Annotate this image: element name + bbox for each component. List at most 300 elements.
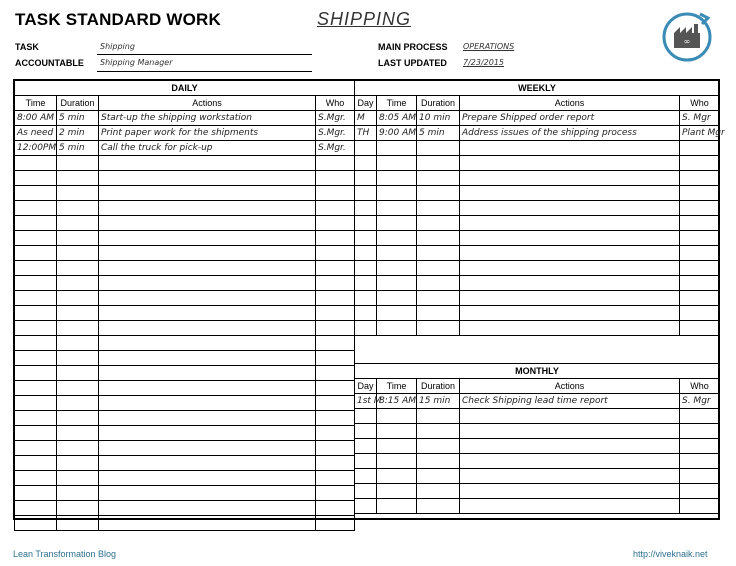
daily-cell[interactable] (57, 156, 99, 171)
daily-cell[interactable] (15, 501, 57, 516)
accountable-value: Shipping Manager (100, 58, 173, 67)
weekly-cell[interactable] (377, 261, 417, 276)
last-updated-label: LAST UPDATED (378, 58, 447, 68)
daily-cell[interactable] (15, 156, 57, 171)
daily-cell[interactable] (316, 291, 355, 306)
monthly-cell[interactable] (680, 454, 720, 469)
table-row (15, 336, 355, 351)
monthly-cell[interactable] (460, 409, 680, 424)
daily-cell[interactable]: 2 min (57, 126, 99, 141)
weekly-cell[interactable] (460, 201, 680, 216)
weekly-cell[interactable]: 8:05 AM (377, 111, 417, 126)
weekly-cell[interactable] (680, 261, 720, 276)
daily-cell[interactable]: S.Mgr. (316, 126, 355, 141)
daily-cell[interactable] (57, 261, 99, 276)
daily-cell[interactable] (316, 351, 355, 366)
weekly-cell[interactable] (417, 291, 460, 306)
daily-cell[interactable] (99, 351, 316, 366)
daily-cell[interactable] (57, 456, 99, 471)
daily-cell[interactable] (316, 426, 355, 441)
daily-cell[interactable] (57, 291, 99, 306)
daily-cell[interactable] (316, 186, 355, 201)
daily-cell[interactable] (316, 201, 355, 216)
weekly-cell[interactable] (377, 276, 417, 291)
weekly-col-who: Who (680, 96, 720, 111)
monthly-col-time: Time (377, 379, 417, 394)
monthly-cell[interactable] (417, 409, 460, 424)
weekly-cell[interactable] (355, 171, 377, 186)
daily-cell[interactable] (57, 231, 99, 246)
table-row (15, 516, 355, 531)
monthly-cell[interactable] (460, 439, 680, 454)
daily-cell[interactable] (15, 321, 57, 336)
footer-blog-name: Lean Transformation Blog (13, 549, 117, 559)
monthly-col-who: Who (680, 379, 720, 394)
monthly-table (354, 363, 720, 514)
weekly-cell[interactable] (355, 231, 377, 246)
table-row (15, 201, 355, 216)
monthly-cell[interactable]: 15 min (417, 394, 460, 409)
daily-cell[interactable] (316, 171, 355, 186)
table-row (355, 454, 720, 469)
weekly-cell[interactable] (680, 156, 720, 171)
daily-cell[interactable] (99, 291, 316, 306)
table-row (15, 111, 355, 126)
weekly-cell[interactable] (417, 261, 460, 276)
daily-col-time: Time (15, 96, 57, 111)
table-row (355, 201, 720, 216)
monthly-col-actions: Actions (460, 379, 680, 394)
table-row (15, 231, 355, 246)
daily-cell[interactable] (99, 411, 316, 426)
weekly-cell[interactable] (377, 291, 417, 306)
daily-cell[interactable] (99, 471, 316, 486)
daily-cell[interactable] (316, 486, 355, 501)
daily-cell[interactable] (57, 201, 99, 216)
daily-cell[interactable] (57, 216, 99, 231)
table-row (15, 171, 355, 186)
daily-cell[interactable]: 5 min (57, 111, 99, 126)
monthly-cell[interactable] (680, 409, 720, 424)
daily-cell[interactable] (316, 216, 355, 231)
daily-cell[interactable] (316, 501, 355, 516)
table-row (355, 484, 720, 499)
weekly-cell[interactable]: 10 min (417, 111, 460, 126)
daily-cell[interactable]: Start-up the shipping workstation (99, 111, 316, 126)
weekly-cell[interactable] (377, 246, 417, 261)
table-row (15, 141, 355, 156)
table-row (15, 471, 355, 486)
table-row (15, 321, 355, 336)
monthly-cell[interactable] (460, 469, 680, 484)
weekly-cell[interactable] (417, 186, 460, 201)
weekly-cell[interactable] (417, 321, 460, 336)
weekly-cell[interactable] (680, 321, 720, 336)
table-row (355, 424, 720, 439)
daily-cell[interactable] (99, 321, 316, 336)
weekly-cell[interactable] (355, 261, 377, 276)
weekly-cell[interactable] (680, 306, 720, 321)
monthly-col-duration: Duration (417, 379, 460, 394)
table-row (15, 381, 355, 396)
monthly-cell[interactable] (460, 454, 680, 469)
monthly-cell[interactable] (680, 499, 720, 514)
monthly-cell[interactable] (355, 469, 377, 484)
monthly-cell[interactable] (680, 484, 720, 499)
table-row (355, 439, 720, 454)
daily-cell[interactable] (15, 336, 57, 351)
weekly-cell[interactable] (377, 231, 417, 246)
daily-cell[interactable] (15, 231, 57, 246)
daily-cell[interactable] (99, 396, 316, 411)
weekly-cell[interactable] (680, 141, 720, 156)
weekly-table (354, 80, 725, 336)
weekly-cell[interactable]: Plant Mgr (680, 126, 720, 141)
task-underline (97, 54, 312, 55)
weekly-cell[interactable] (377, 216, 417, 231)
weekly-cell[interactable] (355, 156, 377, 171)
monthly-cell[interactable] (355, 439, 377, 454)
table-row (355, 231, 720, 246)
table-row (355, 499, 720, 514)
weekly-cell[interactable] (355, 141, 377, 156)
weekly-cell[interactable] (417, 201, 460, 216)
table-row (15, 186, 355, 201)
daily-cell[interactable] (15, 246, 57, 261)
weekly-cell[interactable] (355, 216, 377, 231)
daily-cell[interactable] (57, 366, 99, 381)
table-row (355, 186, 720, 201)
daily-cell[interactable] (316, 471, 355, 486)
daily-cell[interactable]: S.Mgr. (316, 141, 355, 156)
monthly-cell[interactable] (377, 439, 417, 454)
weekly-cell[interactable] (460, 276, 680, 291)
task-label: TASK (15, 42, 39, 52)
daily-cell[interactable]: 5 min (57, 141, 99, 156)
daily-cell[interactable] (15, 366, 57, 381)
table-row (15, 441, 355, 456)
daily-cell[interactable] (316, 156, 355, 171)
monthly-cell[interactable] (377, 409, 417, 424)
weekly-cell[interactable] (417, 216, 460, 231)
daily-cell[interactable] (57, 321, 99, 336)
monthly-col-day: Day (355, 379, 377, 394)
weekly-cell[interactable] (377, 186, 417, 201)
monthly-cell[interactable] (377, 499, 417, 514)
daily-cell[interactable] (15, 456, 57, 471)
monthly-cell[interactable] (377, 469, 417, 484)
daily-cell[interactable] (15, 381, 57, 396)
weekly-cell[interactable] (377, 171, 417, 186)
daily-cell[interactable] (15, 276, 57, 291)
weekly-cell[interactable] (417, 246, 460, 261)
daily-cell[interactable] (99, 426, 316, 441)
weekly-cell[interactable] (377, 321, 417, 336)
weekly-cell[interactable] (355, 246, 377, 261)
weekly-cell[interactable]: S. Mgr (680, 111, 720, 126)
daily-cell[interactable] (99, 156, 316, 171)
daily-cell[interactable] (15, 441, 57, 456)
daily-cell[interactable] (15, 261, 57, 276)
daily-cell[interactable] (316, 366, 355, 381)
weekly-cell[interactable] (355, 186, 377, 201)
daily-cell[interactable]: S.Mgr. (316, 111, 355, 126)
monthly-cell[interactable] (377, 424, 417, 439)
weekly-cell[interactable] (417, 306, 460, 321)
weekly-cell[interactable] (417, 231, 460, 246)
table-row (355, 156, 720, 171)
daily-cell[interactable] (316, 456, 355, 471)
weekly-section-title: WEEKLY (355, 81, 720, 96)
weekly-cell[interactable] (680, 186, 720, 201)
daily-cell[interactable] (57, 501, 99, 516)
daily-cell[interactable] (15, 306, 57, 321)
daily-cell[interactable] (316, 336, 355, 351)
table-row (355, 171, 720, 186)
daily-cell[interactable] (15, 486, 57, 501)
daily-cell[interactable] (57, 471, 99, 486)
daily-cell[interactable] (99, 501, 316, 516)
weekly-cell[interactable] (417, 156, 460, 171)
daily-cell[interactable] (15, 216, 57, 231)
weekly-cell[interactable] (460, 156, 680, 171)
daily-cell[interactable] (57, 306, 99, 321)
table-row (15, 396, 355, 411)
table-row (15, 411, 355, 426)
daily-cell[interactable] (15, 471, 57, 486)
weekly-col-duration: Duration (417, 96, 460, 111)
weekly-cell[interactable] (680, 171, 720, 186)
weekly-cell[interactable] (680, 216, 720, 231)
weekly-cell[interactable] (377, 156, 417, 171)
monthly-cell[interactable] (460, 484, 680, 499)
monthly-cell[interactable] (680, 439, 720, 454)
weekly-cell[interactable] (417, 276, 460, 291)
daily-cell[interactable] (99, 276, 316, 291)
daily-cell[interactable] (316, 306, 355, 321)
daily-cell[interactable] (99, 336, 316, 351)
weekly-cell[interactable] (417, 171, 460, 186)
weekly-cell[interactable] (460, 321, 680, 336)
table-row (355, 469, 720, 484)
daily-cell[interactable] (99, 516, 316, 531)
daily-cell[interactable] (99, 171, 316, 186)
weekly-cell[interactable] (680, 246, 720, 261)
daily-cell[interactable] (316, 516, 355, 531)
daily-cell[interactable] (15, 351, 57, 366)
daily-cell[interactable] (316, 246, 355, 261)
monthly-cell[interactable] (355, 454, 377, 469)
weekly-cell[interactable]: Prepare Shipped order report (460, 111, 680, 126)
daily-cell[interactable] (99, 306, 316, 321)
weekly-cell[interactable] (355, 291, 377, 306)
table-row (15, 426, 355, 441)
table-row (355, 409, 720, 424)
page-subtitle: SHIPPING (317, 9, 412, 29)
table-row (355, 246, 720, 261)
monthly-cell[interactable] (460, 424, 680, 439)
daily-cell[interactable] (316, 261, 355, 276)
monthly-cell[interactable]: 1st M (355, 394, 377, 409)
daily-cell[interactable]: Call the truck for pick-up (99, 141, 316, 156)
weekly-cell[interactable] (460, 291, 680, 306)
daily-cell[interactable] (99, 186, 316, 201)
daily-cell[interactable] (316, 396, 355, 411)
table-row (355, 141, 720, 156)
weekly-cell[interactable] (460, 306, 680, 321)
daily-cell[interactable] (57, 336, 99, 351)
daily-cell[interactable] (57, 396, 99, 411)
daily-cell[interactable] (99, 201, 316, 216)
monthly-cell[interactable] (417, 484, 460, 499)
table-row (355, 321, 720, 336)
weekly-cell[interactable]: Address issues of the shipping process (460, 126, 680, 141)
table-row (15, 366, 355, 381)
daily-cell[interactable] (57, 351, 99, 366)
monthly-cell[interactable] (680, 469, 720, 484)
daily-cell[interactable] (99, 456, 316, 471)
task-value: Shipping (100, 42, 135, 51)
daily-cell[interactable] (57, 246, 99, 261)
daily-cell[interactable] (57, 426, 99, 441)
table-row (355, 216, 720, 231)
daily-cell[interactable] (99, 261, 316, 276)
weekly-col-time: Time (377, 96, 417, 111)
table-row (15, 501, 355, 516)
monthly-cell[interactable] (377, 484, 417, 499)
daily-cell[interactable]: As need (15, 126, 57, 141)
daily-cell[interactable] (15, 516, 57, 531)
footer-url[interactable]: http://viveknaik.net (633, 549, 708, 559)
daily-col-duration: Duration (57, 96, 99, 111)
daily-cell[interactable] (15, 396, 57, 411)
weekly-cell[interactable]: M (355, 111, 377, 126)
daily-cell[interactable] (15, 171, 57, 186)
last-updated-value: 7/23/2015 (463, 58, 505, 67)
daily-cell[interactable] (316, 381, 355, 396)
monthly-cell[interactable] (460, 499, 680, 514)
daily-cell[interactable]: Print paper work for the shipments (99, 126, 316, 141)
daily-cell[interactable] (57, 276, 99, 291)
daily-cell[interactable] (99, 216, 316, 231)
table-row (355, 111, 720, 126)
weekly-cell[interactable] (355, 201, 377, 216)
table-row (15, 246, 355, 261)
weekly-cell[interactable] (460, 216, 680, 231)
weekly-col-actions: Actions (460, 96, 680, 111)
monthly-cell[interactable] (355, 424, 377, 439)
daily-cell[interactable] (57, 381, 99, 396)
monthly-section-title: MONTHLY (355, 364, 720, 379)
weekly-cell[interactable] (355, 306, 377, 321)
daily-col-actions: Actions (99, 96, 316, 111)
daily-cell[interactable] (57, 516, 99, 531)
monthly-cell[interactable] (377, 454, 417, 469)
weekly-cell[interactable] (417, 141, 460, 156)
weekly-cell[interactable] (460, 231, 680, 246)
table-row (15, 351, 355, 366)
daily-cell[interactable] (57, 411, 99, 426)
daily-section-title: DAILY (15, 81, 355, 96)
daily-cell[interactable] (15, 186, 57, 201)
daily-cell[interactable] (57, 186, 99, 201)
table-row (355, 291, 720, 306)
daily-cell[interactable] (57, 171, 99, 186)
monthly-cell[interactable]: Check Shipping lead time report (460, 394, 680, 409)
daily-table (14, 80, 355, 531)
daily-cell[interactable] (57, 441, 99, 456)
daily-cell[interactable] (316, 276, 355, 291)
daily-cell[interactable] (15, 411, 57, 426)
daily-cell[interactable] (99, 441, 316, 456)
weekly-cell[interactable] (460, 246, 680, 261)
daily-cell[interactable]: 12:00PM (15, 141, 57, 156)
weekly-cell[interactable] (680, 291, 720, 306)
monthly-cell[interactable] (355, 409, 377, 424)
table-row (355, 261, 720, 276)
monthly-cell[interactable] (417, 439, 460, 454)
monthly-cell[interactable] (417, 469, 460, 484)
daily-cell[interactable] (316, 441, 355, 456)
weekly-cell[interactable]: 5 min (417, 126, 460, 141)
weekly-cell[interactable] (355, 276, 377, 291)
monthly-cell[interactable]: S. Mgr (680, 394, 720, 409)
daily-cell[interactable] (57, 486, 99, 501)
daily-cell[interactable] (99, 381, 316, 396)
factory-cycle-icon (660, 10, 714, 64)
daily-cell[interactable] (99, 486, 316, 501)
table-row (15, 306, 355, 321)
daily-cell[interactable] (316, 321, 355, 336)
monthly-cell[interactable] (355, 484, 377, 499)
monthly-cell[interactable] (680, 424, 720, 439)
monthly-cell[interactable] (355, 499, 377, 514)
monthly-cell[interactable]: 8:15 AM (377, 394, 417, 409)
main-process-label: MAIN PROCESS (378, 42, 448, 52)
monthly-cell[interactable] (417, 454, 460, 469)
weekly-cell[interactable] (680, 276, 720, 291)
table-row (15, 276, 355, 291)
daily-col-who: Who (316, 96, 355, 111)
daily-cell[interactable] (15, 291, 57, 306)
weekly-cell[interactable] (460, 186, 680, 201)
weekly-cell[interactable] (377, 306, 417, 321)
monthly-cell[interactable] (417, 499, 460, 514)
weekly-cell[interactable] (680, 201, 720, 216)
table-row (355, 306, 720, 321)
daily-cell[interactable] (316, 411, 355, 426)
weekly-cell[interactable]: 9:00 AM (377, 126, 417, 141)
weekly-cell[interactable] (377, 141, 417, 156)
daily-cell[interactable] (15, 201, 57, 216)
weekly-col-day: Day (355, 96, 377, 111)
daily-cell[interactable] (15, 426, 57, 441)
daily-cell[interactable] (99, 366, 316, 381)
weekly-cell[interactable] (460, 171, 680, 186)
daily-cell[interactable] (316, 231, 355, 246)
weekly-cell[interactable] (680, 231, 720, 246)
monthly-cell[interactable] (417, 424, 460, 439)
weekly-cell[interactable]: TH (355, 126, 377, 141)
weekly-cell[interactable] (460, 141, 680, 156)
daily-cell[interactable]: 8:00 AM (15, 111, 57, 126)
svg-text:∞: ∞ (683, 37, 691, 46)
weekly-cell[interactable] (355, 321, 377, 336)
weekly-cell[interactable] (460, 261, 680, 276)
daily-cell[interactable] (99, 246, 316, 261)
daily-cell[interactable] (99, 231, 316, 246)
weekly-cell[interactable] (377, 201, 417, 216)
